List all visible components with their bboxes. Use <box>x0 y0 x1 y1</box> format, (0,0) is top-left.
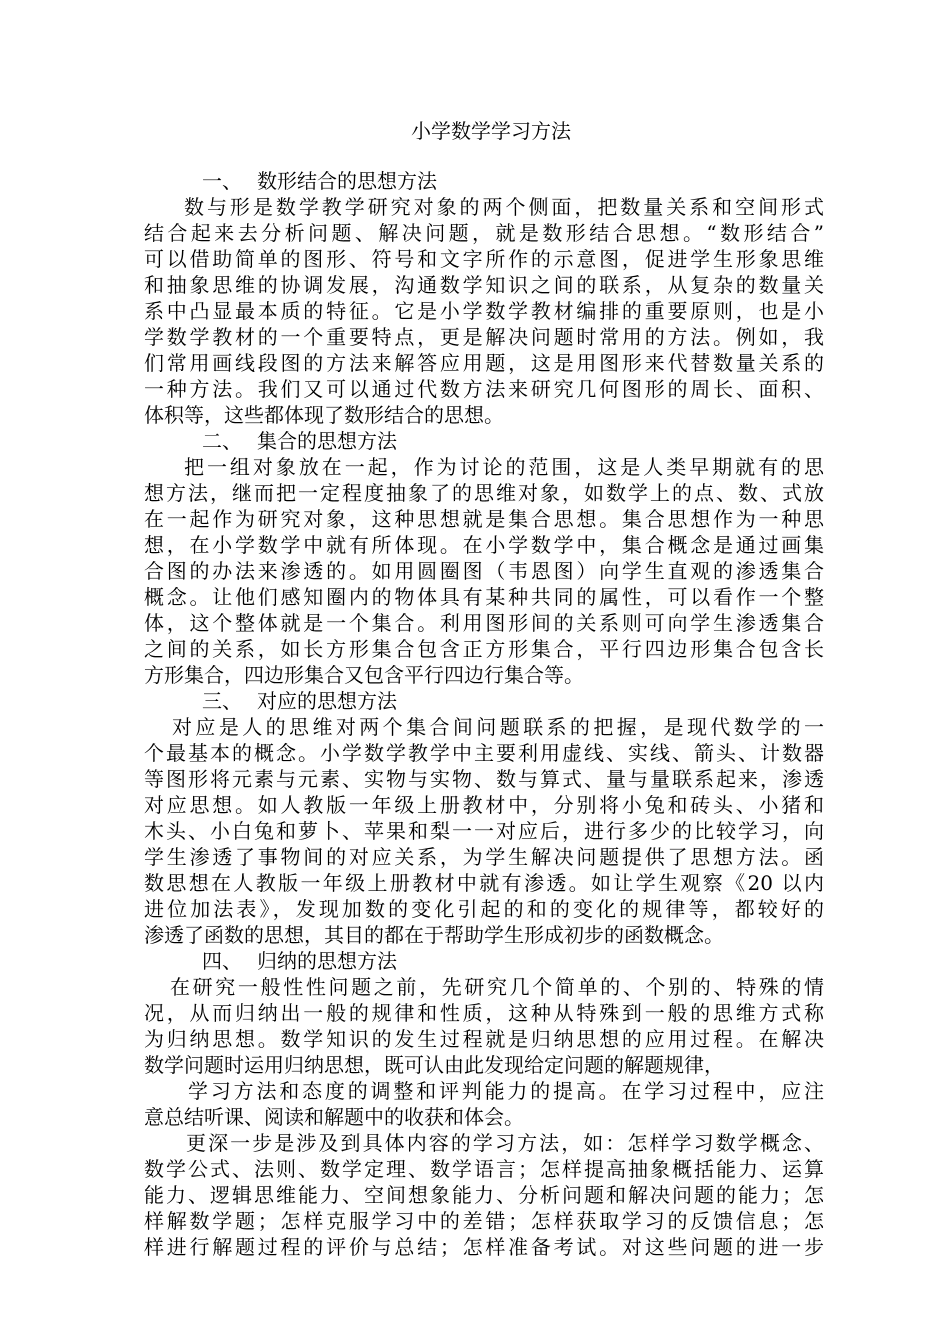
text-line: 样解数学题；怎样克服学习中的差错；怎样获取学习的反馈信息；怎 <box>144 1209 824 1233</box>
text-line: 方形集合，四边形集合又包含平行四边行集合等。 <box>144 663 584 687</box>
text-line: 木头、小白兔和萝卜、苹果和梨一一对应后，进行多少的比较学习，向 <box>144 819 824 843</box>
text-line: 系中凸显最本质的特征。它是小学数学教材编排的重要原则，也是小 <box>144 299 824 323</box>
text-line: 学数学教材的一个重要特点，更是解决问题时常用的方法。例如，我 <box>144 325 824 349</box>
section-title: 对应的思想方法 <box>257 689 397 713</box>
text-line: 在研究一般性性问题之前，先研究几个简单的、个别的、特殊的情 <box>170 975 824 999</box>
section-heading <box>144 428 824 454</box>
text-line: 之间的关系，如长方形集合包含正方形集合，平行四边形集合包含长 <box>144 637 824 661</box>
text-line: 等图形将元素与元素、实物与实物、数与算式、量与量联系起来，渗透 <box>144 767 824 791</box>
text-line: 体积等，这些都体现了数形结合的思想。 <box>144 403 504 427</box>
section-title: 集合的思想方法 <box>257 429 397 453</box>
text-line: 况，从而归纳出一般的规律和性质，这种从特殊到一般的思维方式称 <box>144 1001 824 1025</box>
paragraph <box>144 1078 824 1130</box>
text-line: 想，在小学数学中就有所体现。在小学数学中，集合概念是通过画集 <box>144 533 824 557</box>
text-line: 数与形是数学教学研究对象的两个侧面，把数量关系和空间形式 <box>184 195 824 219</box>
section-number: 三、 <box>202 689 242 713</box>
section-number: 一、 <box>202 169 242 193</box>
text-line: 数学问题时运用归纳思想，既可认由此发现给定问题的解题规律， <box>144 1053 724 1077</box>
text-line: 渗透了函数的思想，其目的都在于帮助学生形成初步的函数概念。 <box>144 923 724 947</box>
text-line: 学生渗透了事物间的对应关系，为学生解决问题提供了思想方法。函 <box>144 845 824 869</box>
text-line: 们常用画线段图的方法来解答应用题，这是用图形来代替数量关系的 <box>144 351 824 375</box>
text-line: 为归纳思想。数学知识的发生过程就是归纳思想的应用过程。在解决 <box>144 1027 824 1051</box>
section-heading <box>144 168 824 194</box>
text-line: 样进行解题过程的评价与总结；怎样准备考试。对这些问题的进一步 <box>144 1235 824 1259</box>
text-line: 一种方法。我们又可以通过代数方法来研究几何图形的周长、面积、 <box>144 377 824 401</box>
paragraph <box>144 974 824 1078</box>
section-number: 二、 <box>202 429 242 453</box>
text-line: 对应是人的思维对两个集合间问题联系的把握，是现代数学的一 <box>172 715 824 739</box>
text-line: 把一组对象放在一起，作为讨论的范围，这是人类早期就有的思 <box>184 455 824 479</box>
text-line: 意总结听课、阅读和解题中的收获和体会。 <box>144 1105 524 1129</box>
document-page <box>144 118 824 1260</box>
paragraph <box>144 1130 824 1260</box>
text-line: 概念。让他们感知圈内的物体具有某种共同的属性，可以看作一个整 <box>144 585 824 609</box>
paragraph <box>144 714 824 948</box>
text-line: 能力、逻辑思维能力、空间想象能力、分析问题和解决问题的能力；怎 <box>144 1183 824 1207</box>
text-line: 数思想在人教版一年级上册教材中就有渗透。如让学生观察《20 以内 <box>144 871 824 895</box>
text-line: 数学公式、法则、数学定理、数学语言；怎样提高抽象概括能力、运算 <box>144 1157 824 1181</box>
section-number: 四、 <box>202 949 242 973</box>
text-line: 对应思想。如人教版一年级上册教材中，分别将小兔和砖头、小猪和 <box>144 793 824 817</box>
paragraph <box>144 194 824 428</box>
text-line: 想方法，继而把一定程度抽象了的思维对象，如数学上的点、数、式放 <box>144 481 824 505</box>
text-line: 合图的办法来渗透的。如用圆圈图（韦恩图）向学生直观的渗透集合 <box>144 559 824 583</box>
section-title: 归纳的思想方法 <box>257 949 397 973</box>
text-line: 可以借助简单的图形、符号和文字所作的示意图，促进学生形象思维 <box>144 247 824 271</box>
section-heading <box>144 688 824 714</box>
section-heading <box>144 948 824 974</box>
text-line: 更深一步是涉及到具体内容的学习方法，如：怎样学习数学概念、 <box>186 1131 824 1155</box>
text-line: 进位加法表》，发现加数的变化引起的和的变化的规律等，都较好的 <box>144 897 824 921</box>
text-line: 学习方法和态度的调整和评判能力的提高。在学习过程中，应注 <box>188 1079 824 1103</box>
text-line: 个最基本的概念。小学数学教学中主要利用虚线、实线、箭头、计数器 <box>144 741 824 765</box>
text-line: 和抽象思维的协调发展，沟通数学知识之间的联系，从复杂的数量关 <box>144 273 824 297</box>
paragraph <box>144 454 824 688</box>
section-title: 数形结合的思想方法 <box>257 169 437 193</box>
text-line: 结合起来去分析问题、解决问题，就是数形结合思想。“数形结合” <box>144 221 824 245</box>
text-line: 体，这个整体就是一个集合。利用图形间的关系则可向学生渗透集合 <box>144 611 824 635</box>
text-line: 在一起作为研究对象，这种思想就是集合思想。集合思想作为一种思 <box>144 507 824 531</box>
document-title: 小学数学学习方法 <box>411 119 571 143</box>
